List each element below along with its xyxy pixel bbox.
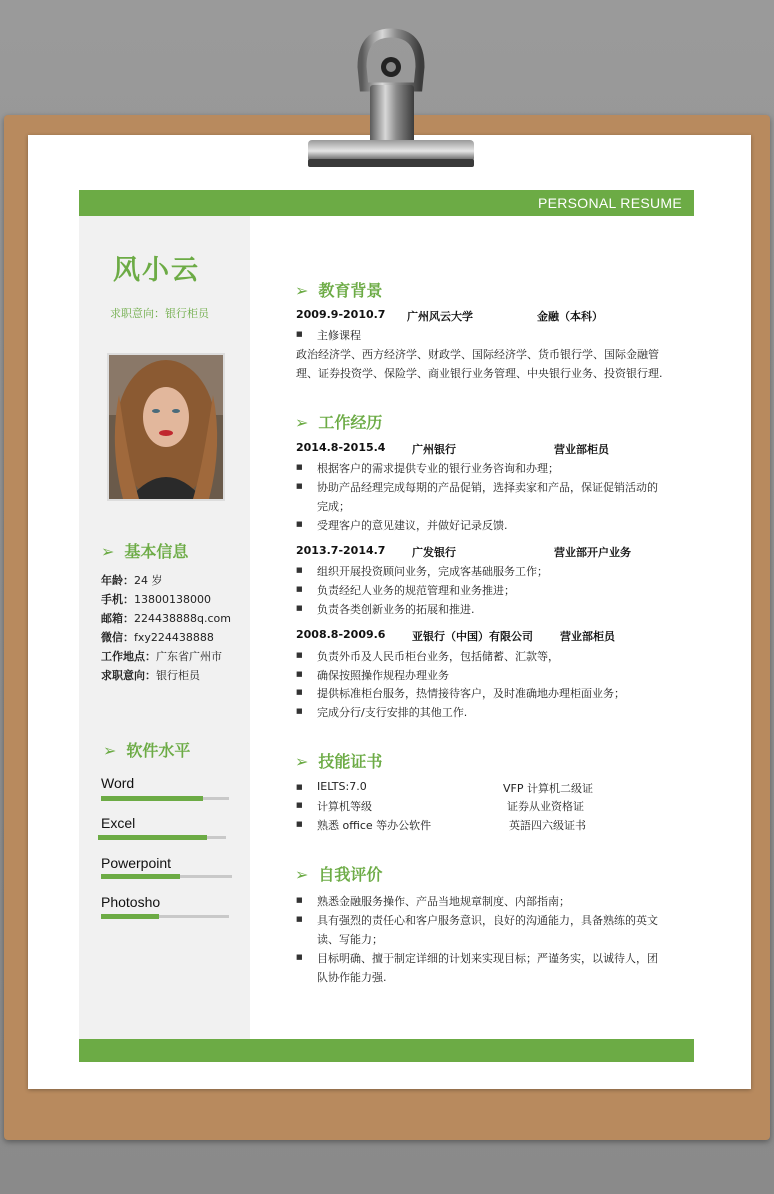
candidate-name: 风小云 <box>113 255 200 286</box>
job3-duty3: ■ 提供标准柜台服务，热情接待客户，及时准确地办理柜面业务； <box>317 685 625 701</box>
self-eval-1: ■ 熟悉金融服务操作、产品当地规章制度、内部指南； <box>317 893 570 909</box>
job2-duty2: ■ 负责经纪人业务的规范管理和业务推进； <box>317 582 515 598</box>
info-age: 年龄：24 岁 <box>101 574 163 587</box>
job2-duty1: ■ 组织开展投资顾问业务，完成客基础服务工作； <box>317 563 548 579</box>
certificates-title: ➢ 技能证书 <box>295 752 383 771</box>
cert-left-3: ■ 熟悉 office 等办公软件 <box>317 817 431 833</box>
education-school: 广州风云大学 <box>407 310 473 323</box>
skill-level-fill <box>98 835 207 840</box>
info-email: 邮箱：224438888q.com <box>101 612 231 625</box>
info-location: 工作地点：广东省广州市 <box>101 650 222 663</box>
cert-right-3: 英語四六级证书 <box>509 819 586 832</box>
skill-name-word: Word <box>101 775 135 791</box>
self-eval-2-cont: 读、写能力； <box>317 933 383 946</box>
arrow-right-icon: ➢ <box>295 281 309 300</box>
education-courses-line2: 理、证券投资学、保险学、商业银行业务管理、中央银行业务、投资银行理. <box>296 367 663 380</box>
job3-duty4: ■ 完成分行/支行安排的其他工作. <box>317 704 467 720</box>
education-major: 金融（本科） <box>537 310 603 323</box>
job1-role: 营业部柜员 <box>554 443 609 456</box>
education-courses-line1: 政治经济学、西方经济学、财政学、国际经济学、货币银行学、国际金融管 <box>296 348 659 361</box>
job3-role: 营业部柜员 <box>560 630 615 643</box>
cert-left-2: ■ 计算机等级 <box>317 798 372 814</box>
job1-duty2-cont: 完成； <box>317 500 350 513</box>
footer-banner <box>79 1039 694 1062</box>
info-wechat: 微信：fxy224438888 <box>101 631 214 644</box>
profile-photo <box>107 353 225 501</box>
skill-level-fill <box>101 874 180 879</box>
job2-role: 营业部开户业务 <box>554 546 631 559</box>
info-intent: 求职意向：银行柜员 <box>101 669 200 682</box>
cert-left-1: ■ IELTS:7.0 <box>317 780 367 793</box>
job3-duty1: ■ 负责外币及人民币柜台业务，包括储蓄、汇款等， <box>317 648 559 664</box>
job1-duty3: ■ 受理客户的意见建议，并做好记录反馈. <box>317 517 508 533</box>
arrow-right-icon: ➢ <box>295 413 309 432</box>
skill-level-fill <box>101 914 159 919</box>
job-intent: 求职意向：银行柜员 <box>110 307 209 320</box>
info-phone: 手机：13800138000 <box>101 593 211 606</box>
skill-name-powerpoint: Powerpoint <box>101 855 172 871</box>
work-title: ➢ 工作经历 <box>295 413 383 432</box>
skill-name-photoshop: Photosho <box>101 894 161 910</box>
header-banner <box>79 190 694 216</box>
arrow-right-icon: ➢ <box>295 752 309 771</box>
job1-duty2: ■ 协助产品经理完成每期的产品促销，选择卖家和产品，保证促销活动的 <box>317 479 658 495</box>
skill-name-excel: Excel <box>101 815 136 831</box>
job3-duty2: ■ 确保按照操作规程办理业务 <box>317 667 449 683</box>
job1-period: 2014.8-2015.4 <box>296 441 386 454</box>
arrow-right-icon: ➢ <box>295 865 309 884</box>
job2-company: 广发银行 <box>412 546 456 559</box>
cert-right-2: 证券从业资格证 <box>507 800 584 813</box>
job2-duty3: ■ 负责各类创新业务的拓展和推进. <box>317 601 475 617</box>
skill-bar-photoshop <box>101 915 229 918</box>
basic-info-title: ➢ 基本信息 <box>101 542 189 561</box>
self-eval-3: ■ 目标明确、擅于制定详细的计划来实现目标；严谨务实，以诚待人，团 <box>317 950 658 966</box>
job1-duty1: ■ 根据客户的需求提供专业的银行业务咨询和办理； <box>317 460 559 476</box>
education-course-label: ■ 主修课程 <box>317 327 361 343</box>
skill-bar-powerpoint <box>101 875 232 878</box>
skill-bar-word <box>101 797 229 800</box>
self-eval-2: ■ 具有强烈的责任心和客户服务意识，良好的沟通能力，具备熟练的英文 <box>317 912 658 928</box>
job1-company: 广州银行 <box>412 443 456 456</box>
banner-title: PERSONAL RESUME <box>537 195 682 211</box>
arrow-right-icon: ➢ <box>101 542 115 561</box>
job3-company: 亚银行（中国）有限公司 <box>412 630 533 643</box>
self-eval-title: ➢ 自我评价 <box>295 865 383 884</box>
education-title: ➢ 教育背景 <box>295 281 383 300</box>
skill-bar-excel <box>98 836 226 839</box>
education-period: 2009.9-2010.7 <box>296 308 386 321</box>
job2-period: 2013.7-2014.7 <box>296 544 386 557</box>
software-skills-title: ➢ 软件水平 <box>103 741 191 760</box>
cert-right-1: VFP 计算机二级证 <box>503 782 593 795</box>
arrow-right-icon: ➢ <box>103 741 117 760</box>
skill-level-fill <box>101 796 203 801</box>
binder-clip-icon <box>300 25 480 177</box>
self-eval-3-cont: 队协作能力强. <box>317 971 387 984</box>
job3-period: 2008.8-2009.6 <box>296 628 386 641</box>
